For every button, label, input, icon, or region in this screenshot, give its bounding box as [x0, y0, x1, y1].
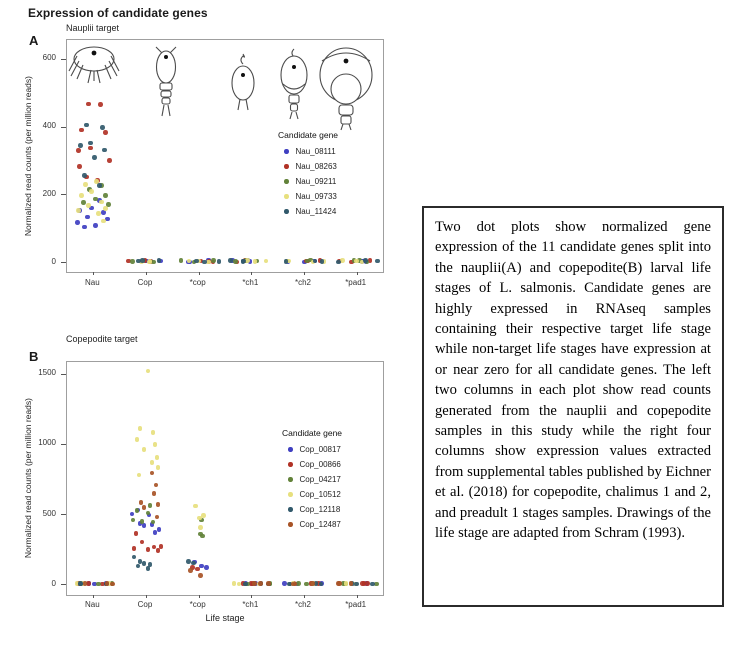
chalimus-2-drawing-icon: [279, 48, 309, 120]
panel-a-y-ticks: [26, 39, 56, 273]
data-point: [137, 473, 142, 478]
data-point: [103, 193, 108, 198]
data-point: [135, 508, 140, 513]
y-tick-mark: [61, 262, 66, 263]
y-tick-label: 600: [42, 53, 56, 63]
data-point: [155, 455, 160, 460]
data-point: [146, 547, 151, 552]
legend-items: [278, 147, 338, 216]
x-tick-mark: [304, 272, 305, 275]
data-point: [344, 581, 349, 586]
x-category-label: *cop: [189, 278, 206, 287]
legend-label: Nau_11424: [295, 206, 337, 216]
legend-item: [288, 520, 342, 529]
data-point: [139, 500, 144, 505]
data-point: [103, 130, 108, 135]
x-category-label: *ch2: [294, 600, 312, 609]
data-point: [188, 568, 193, 573]
data-point: [370, 582, 375, 587]
data-point: [93, 197, 98, 202]
data-point: [245, 258, 250, 263]
data-point: [363, 258, 368, 263]
legend-title: Candidate gene: [282, 428, 343, 438]
x-category-label: Cop: [137, 600, 153, 609]
data-point: [354, 582, 359, 587]
y-tick-mark: [61, 584, 66, 585]
legend-items: [282, 445, 342, 529]
panel-b-plot-area: [66, 361, 384, 596]
data-point: [200, 534, 205, 539]
data-point: [86, 203, 91, 208]
data-point: [146, 566, 151, 571]
data-point: [85, 215, 90, 220]
data-point: [241, 259, 246, 264]
data-point: [93, 223, 98, 228]
nauplius-drawing-icon: [67, 43, 121, 89]
x-category-label: Nau: [84, 600, 100, 609]
x-tick-mark: [357, 272, 358, 275]
data-point: [153, 530, 158, 535]
data-point: [179, 258, 184, 263]
data-point: [82, 225, 87, 230]
data-point: [191, 561, 196, 566]
caption-box: [422, 206, 724, 607]
x-tick-mark: [199, 272, 200, 275]
figure-title: Expression of candidate genes: [28, 6, 208, 20]
caption-text: Two dot plots show normalized gene expression of the 11 candidate genes split into the nauplii(A) and copepodite(B) larval life stages of L. salmonis. Candidate genes are highly expressed in RNAseq samples containing their respective target life stage while non-target life stages have expression at or near zero for all candidate genes. The left two columns in each plot show read counts generated from the nauplii and copepodite samples in this study while the right four columns show expression values extracted from supplemental tables published by Eichner et al. (2018) for copepodite, chalimus 1 and 2, and preadult 1 stages samples. Drawings of the life stage are adapted from Schram (1993).: [435, 219, 711, 542]
legend-swatch-icon: [288, 507, 293, 512]
data-point: [152, 491, 157, 496]
panel-a-subtitle: Nauplii target: [66, 23, 120, 33]
legend-label: Cop_00866: [299, 459, 341, 469]
data-point: [198, 573, 203, 578]
legend-swatch-icon: [288, 477, 293, 482]
data-point: [228, 258, 233, 263]
data-point: [284, 259, 289, 264]
data-point: [374, 582, 379, 587]
data-point: [96, 211, 101, 216]
panel-b-y-axis-title: Normalized read counts (per million reads): [23, 398, 33, 559]
x-tick-mark: [357, 595, 358, 598]
panel-b-x-axis-title: Life stage: [205, 613, 245, 623]
y-tick-mark: [61, 374, 66, 375]
y-tick-label: 400: [42, 121, 56, 131]
data-point: [304, 582, 309, 587]
data-point: [199, 564, 204, 569]
data-point: [232, 581, 237, 586]
panel-a-plot-area: [66, 39, 384, 273]
legend-swatch-icon: [284, 209, 289, 214]
data-point: [135, 437, 140, 442]
data-point: [195, 567, 200, 572]
x-tick-mark: [199, 595, 200, 598]
data-point: [156, 548, 161, 553]
data-point: [130, 259, 135, 264]
data-point: [211, 258, 216, 263]
data-point: [75, 220, 80, 225]
data-point: [157, 527, 162, 532]
data-point: [84, 123, 89, 128]
legend-label: Cop_12487: [299, 519, 341, 529]
x-category-label: *ch1: [242, 278, 259, 287]
legend-swatch-icon: [288, 462, 293, 467]
data-point: [310, 581, 315, 586]
chalimus-1-drawing-icon: [230, 53, 256, 113]
data-point: [142, 561, 147, 566]
data-point: [282, 581, 287, 586]
data-point: [146, 369, 151, 374]
data-point: [313, 259, 318, 264]
data-point: [79, 128, 84, 133]
data-point: [142, 505, 147, 510]
legend-item: [284, 192, 338, 201]
panel-a-y-axis-title: Normalized read counts (per million reads): [23, 75, 33, 237]
legend-item: [284, 177, 338, 186]
legend-label: Nau_08111: [295, 146, 336, 156]
x-tick-mark: [146, 272, 147, 275]
legend-item: [288, 490, 342, 499]
data-point: [266, 581, 271, 586]
data-point: [77, 164, 82, 169]
data-point: [194, 259, 199, 264]
data-point: [156, 465, 161, 470]
data-point: [140, 258, 145, 263]
data-point: [99, 200, 104, 205]
legend-item: [284, 147, 338, 156]
data-point: [340, 258, 345, 263]
data-point: [97, 183, 102, 188]
data-point: [337, 581, 342, 586]
data-point: [76, 148, 81, 153]
data-point: [253, 259, 258, 264]
y-tick-label: 1500: [38, 368, 56, 378]
x-tick-mark: [251, 595, 252, 598]
data-point: [217, 259, 222, 264]
data-point: [107, 158, 112, 163]
legend-swatch-icon: [284, 164, 289, 169]
y-tick-mark: [61, 194, 66, 195]
data-point: [138, 426, 143, 431]
x-tick-mark: [146, 595, 147, 598]
y-tick-label: 200: [42, 188, 56, 198]
x-tick-mark: [251, 272, 252, 275]
data-point: [82, 173, 87, 178]
data-point: [105, 581, 110, 586]
data-point: [79, 193, 84, 198]
panel-a-letter: A: [29, 33, 39, 48]
y-tick-label: 500: [42, 508, 56, 518]
legend-title: Candidate gene: [278, 130, 339, 140]
legend-label: Cop_12118: [299, 504, 341, 514]
data-point: [156, 502, 161, 507]
data-point: [88, 141, 93, 146]
legend-swatch-icon: [284, 179, 289, 184]
data-point: [102, 148, 107, 153]
data-point: [151, 430, 156, 435]
data-point: [252, 581, 257, 586]
data-point: [320, 259, 325, 264]
data-point: [148, 503, 153, 508]
panel-b-letter: B: [29, 349, 39, 364]
data-point: [100, 125, 105, 130]
data-point: [150, 460, 155, 465]
legend-item: [288, 445, 342, 454]
data-point: [243, 582, 248, 587]
data-point: [336, 260, 341, 265]
data-point: [76, 208, 81, 213]
data-point: [83, 182, 88, 187]
data-point: [197, 516, 202, 521]
data-point: [88, 146, 93, 151]
y-tick-mark: [61, 514, 66, 515]
x-tick-mark: [93, 272, 94, 275]
data-point: [201, 513, 206, 518]
x-category-label: Cop: [137, 278, 153, 287]
data-point: [98, 102, 103, 107]
legend-swatch-icon: [288, 522, 293, 527]
data-point: [86, 102, 91, 107]
data-point: [264, 259, 269, 264]
panel-a-x-labels: [66, 278, 384, 290]
y-tick-mark: [61, 127, 66, 128]
data-point: [81, 200, 86, 205]
data-point: [86, 581, 91, 586]
x-tick-mark: [304, 595, 305, 598]
legend-swatch-icon: [288, 447, 293, 452]
data-point: [136, 259, 141, 264]
x-tick-mark: [93, 595, 94, 598]
panel-b-subtitle: Copepodite target: [66, 334, 138, 344]
data-point: [198, 525, 203, 530]
legend-label: Nau_09733: [295, 191, 337, 201]
x-category-label: *cop: [189, 600, 206, 609]
data-point: [142, 523, 147, 528]
legend-label: Cop_10512: [299, 489, 341, 499]
legend-item: [288, 460, 342, 469]
data-point: [155, 515, 160, 520]
data-point: [204, 565, 209, 570]
data-point: [157, 258, 162, 263]
legend-swatch-icon: [284, 149, 289, 154]
data-point: [186, 559, 191, 564]
y-tick-label: 0: [51, 256, 56, 266]
legend-label: Cop_04217: [299, 474, 341, 484]
preadult-1-drawing-icon: [318, 45, 374, 131]
data-point: [110, 582, 115, 587]
data-point: [237, 582, 242, 587]
y-tick-label: 0: [51, 578, 56, 588]
data-point: [130, 512, 135, 517]
data-point: [150, 471, 155, 476]
data-point: [151, 520, 156, 525]
legend-label: Nau_08263: [295, 161, 337, 171]
legend-swatch-icon: [284, 194, 289, 199]
data-point: [136, 564, 141, 569]
data-point: [142, 447, 147, 452]
data-point: [105, 217, 110, 222]
y-tick-mark: [61, 444, 66, 445]
legend-label: Nau_09211: [295, 176, 337, 186]
data-point: [132, 546, 137, 551]
copepodid-drawing-icon: [154, 45, 178, 119]
x-category-label: *pad1: [345, 600, 367, 609]
x-category-label: Nau: [84, 278, 100, 287]
data-point: [140, 519, 145, 524]
x-category-label: *pad1: [345, 278, 367, 287]
legend-swatch-icon: [288, 492, 293, 497]
legend-item: [284, 162, 338, 171]
data-point: [132, 555, 137, 560]
data-point: [153, 442, 158, 447]
legend-item: [288, 475, 342, 484]
data-point: [101, 219, 106, 224]
legend-item: [288, 505, 342, 514]
panel-b-x-labels: [66, 600, 384, 612]
panel-b-legend: [282, 428, 342, 535]
data-point: [233, 259, 238, 264]
data-point: [154, 483, 159, 488]
x-category-label: *ch1: [242, 600, 259, 609]
data-point: [134, 531, 139, 536]
panel-a-legend: [278, 130, 338, 222]
data-point: [258, 581, 263, 586]
legend-label: Cop_00817: [299, 444, 341, 454]
data-point: [103, 206, 108, 211]
data-point: [92, 155, 97, 160]
data-point: [193, 504, 198, 509]
y-tick-label: 1000: [38, 438, 56, 448]
x-category-label: *ch2: [294, 278, 312, 287]
data-point: [131, 518, 136, 523]
data-point: [78, 143, 83, 148]
data-point: [89, 189, 94, 194]
legend-item: [284, 207, 338, 216]
data-point: [375, 259, 380, 264]
y-tick-mark: [61, 59, 66, 60]
panel-b-y-ticks: [26, 361, 56, 596]
data-point: [140, 540, 145, 545]
